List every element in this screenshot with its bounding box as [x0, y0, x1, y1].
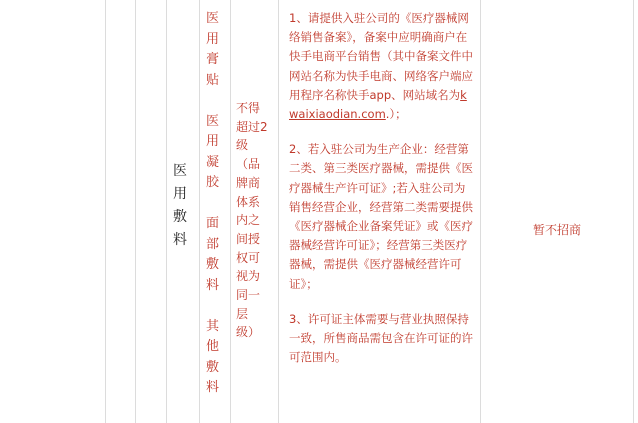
level-rule-cell: 不得 超过2 级 （品 牌商 体系 内之 间授 权可 视为 同一 层 级）: [236, 101, 268, 340]
column-divider: [135, 0, 136, 423]
subcategory-cell: 医 用 膏 贴 医 用 凝 胶 面 部 敷 料 其 他 敷 料: [206, 11, 220, 395]
requirement-item-2: 2、若入驻公司为生产企业：经营第二类、第三类医疗器械，需提供《医疗器械生产许可证》;若入驻公司为销售经营企业，经营第二类需要提供《医疗器械企业备案凭证》或《医疗器械经营许可证》；经营第三类医疗器械，需提供《医疗器械经营许可证》；: [289, 142, 473, 291]
column-divider: [230, 0, 231, 423]
status-cell: 暂不招商: [533, 223, 582, 237]
column-divider: [166, 0, 167, 423]
requirements-cell: [289, 9, 475, 383]
column-divider: [199, 0, 200, 423]
column-divider: [278, 0, 279, 423]
column-divider: [480, 0, 481, 423]
column-divider: [633, 0, 634, 423]
requirement-item-1: 1、请提供入驻公司的《医疗器械网络销售备案》，备案中应明确商户在快手电商平台销售（其中备案文件中网站名称为快手电商、网络客户端应用程序名称快手app、网站域名为kwaixiaodian.com.）；: [289, 11, 473, 122]
domain-link[interactable]: kwaixiaodian.com: [289, 87, 467, 122]
category-cell: 医 用 敷 料: [173, 163, 187, 248]
requirement-item-3: 3、许可证主体需要与营业执照保持一致，所售商品需包含在许可证的许可范围内。: [289, 311, 473, 365]
column-divider: [105, 0, 106, 423]
